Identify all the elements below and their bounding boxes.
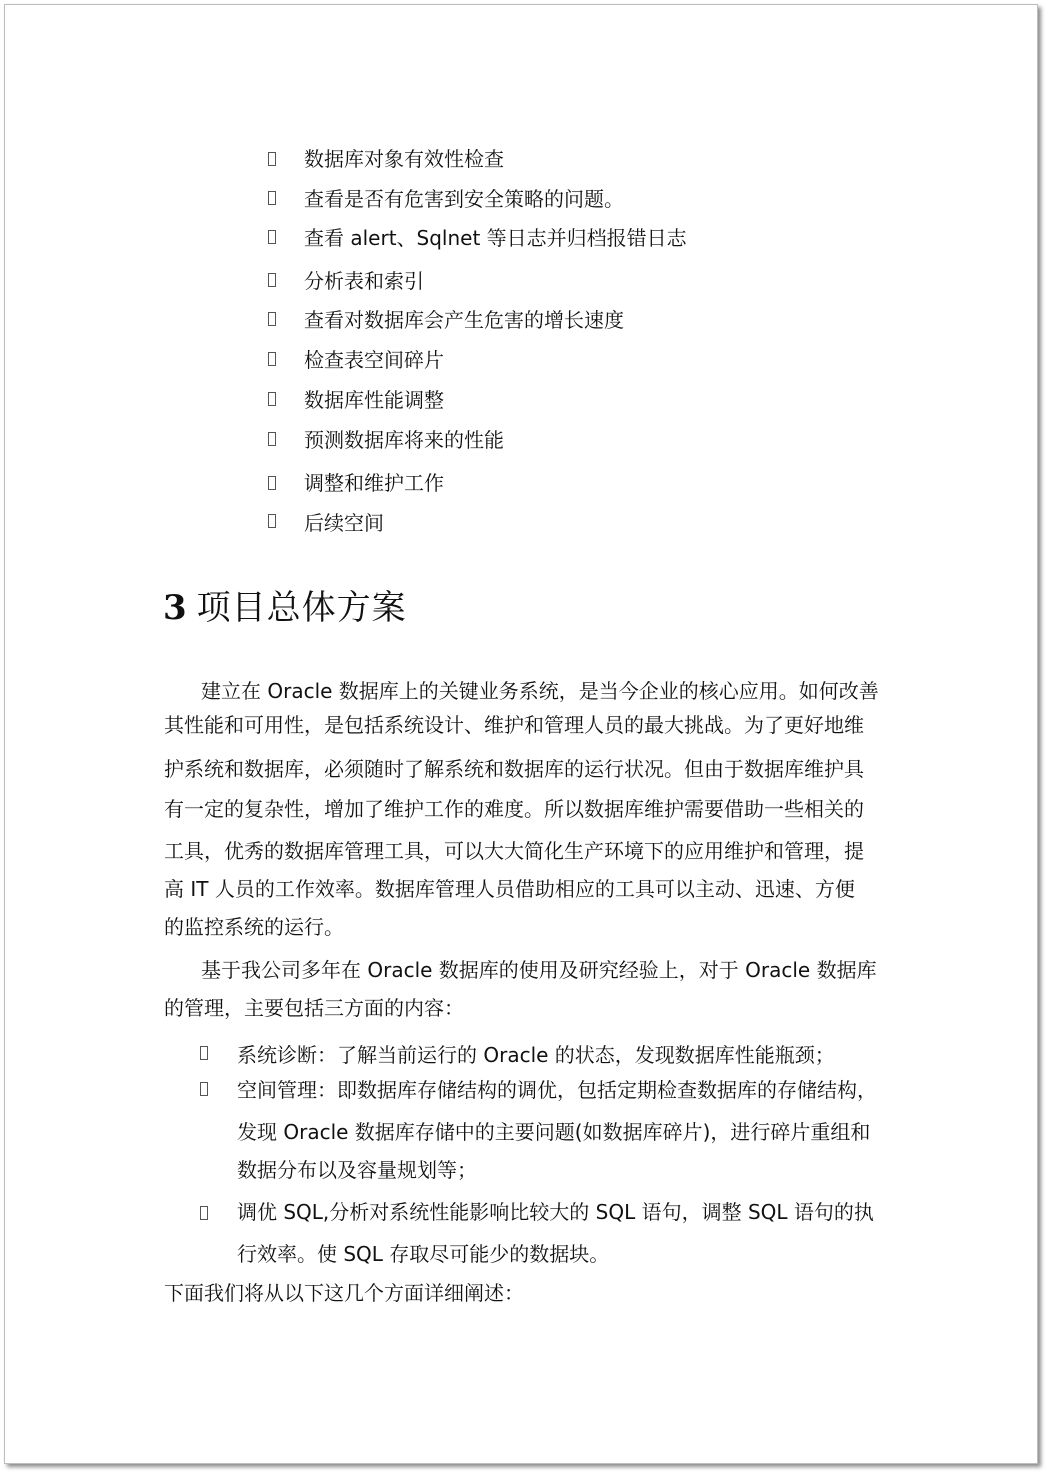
bullet-icon bbox=[268, 392, 276, 406]
list-item: 查看 alert、Sqlnet 等日志并归档报错日志 bbox=[304, 226, 687, 250]
list-item: 后续空间 bbox=[304, 511, 384, 535]
bullet-icon bbox=[268, 476, 276, 490]
section-heading bbox=[163, 586, 407, 630]
paragraph-line: 护系统和数据库，必须随时了解系统和数据库的运行状况。但由于数据库维护具 bbox=[164, 757, 864, 781]
paragraph-line: 建立在 Oracle 数据库上的关键业务系统，是当今企业的核心应用。如何改善 bbox=[201, 679, 879, 703]
bullet-icon bbox=[268, 352, 276, 366]
list-item: 数据库性能调整 bbox=[304, 388, 444, 412]
paragraph-line: 的监控系统的运行。 bbox=[164, 915, 344, 939]
section-title: 项目总体方案 bbox=[196, 588, 407, 628]
list-item: 预测数据库将来的性能 bbox=[304, 428, 504, 452]
list-item: 调优 SQL,分析对系统性能影响比较大的 SQL 语句，调整 SQL 语句的执 bbox=[237, 1200, 874, 1224]
bullet-icon bbox=[268, 432, 276, 446]
list-item-continuation: 发现 Oracle 数据库存储中的主要问题(如数据库碎片)，进行碎片重组和 bbox=[237, 1120, 871, 1144]
closing-line: 下面我们将从以下这几个方面详细阐述： bbox=[164, 1281, 524, 1305]
bullet-icon bbox=[200, 1046, 208, 1060]
bullet-icon bbox=[200, 1082, 208, 1096]
list-item-continuation: 行效率。使 SQL 存取尽可能少的数据块。 bbox=[237, 1242, 610, 1266]
list-item: 数据库对象有效性检查 bbox=[304, 147, 504, 171]
bullet-icon bbox=[200, 1206, 208, 1220]
paragraph-line: 工具，优秀的数据库管理工具，可以大大简化生产环境下的应用维护和管理，提 bbox=[164, 839, 864, 863]
bullet-icon bbox=[268, 312, 276, 326]
section-number: 3 bbox=[163, 588, 187, 628]
paragraph-line: 高 IT 人员的工作效率。数据库管理人员借助相应的工具可以主动、迅速、方便 bbox=[164, 877, 855, 901]
paragraph-line: 基于我公司多年在 Oracle 数据库的使用及研究经验上，对于 Oracle 数据库 bbox=[201, 958, 877, 982]
list-item: 调整和维护工作 bbox=[304, 471, 444, 495]
bullet-icon bbox=[268, 514, 276, 528]
paragraph-line: 的管理，主要包括三方面的内容： bbox=[164, 996, 464, 1020]
list-item: 检查表空间碎片 bbox=[304, 348, 444, 372]
bullet-icon bbox=[268, 152, 276, 166]
list-item: 空间管理：即数据库存储结构的调优，包括定期检查数据库的存储结构， bbox=[237, 1078, 877, 1102]
bullet-icon bbox=[268, 191, 276, 205]
list-item-continuation: 数据分布以及容量规划等； bbox=[237, 1158, 477, 1182]
list-item: 查看是否有危害到安全策略的问题。 bbox=[304, 187, 624, 211]
paragraph-line: 其性能和可用性，是包括系统设计、维护和管理人员的最大挑战。为了更好地维 bbox=[164, 713, 864, 737]
list-item: 查看对数据库会产生危害的增长速度 bbox=[304, 308, 624, 332]
list-item: 系统诊断：了解当前运行的 Oracle 的状态，发现数据库性能瓶颈； bbox=[237, 1043, 835, 1067]
bullet-icon bbox=[268, 230, 276, 244]
paragraph-line: 有一定的复杂性，增加了维护工作的难度。所以数据库维护需要借助一些相关的 bbox=[164, 797, 864, 821]
bullet-icon bbox=[268, 273, 276, 287]
list-item: 分析表和索引 bbox=[304, 269, 424, 293]
